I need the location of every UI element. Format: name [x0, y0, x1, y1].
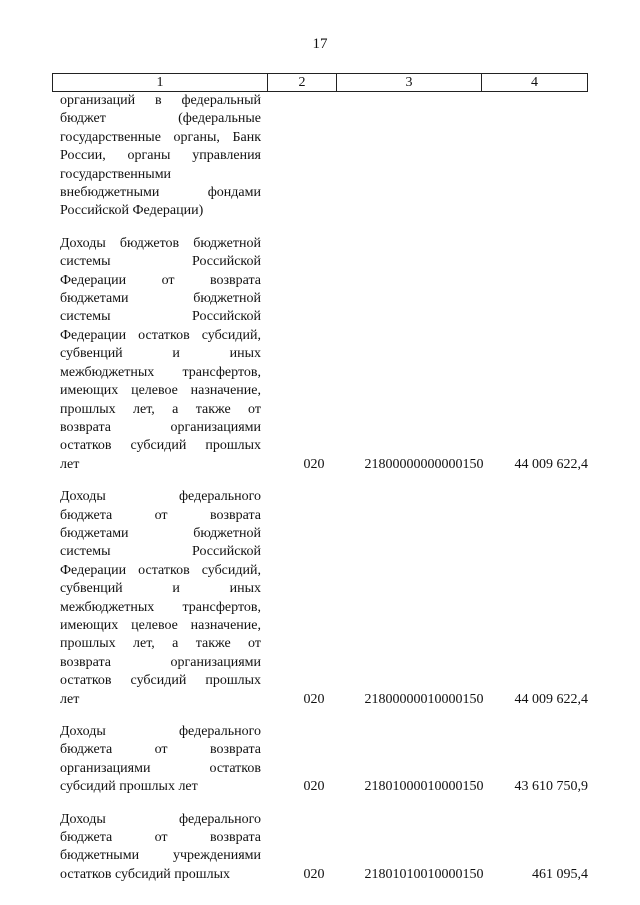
table-row: [60, 811, 588, 885]
amount-cell: 44 009 622,4: [514, 691, 588, 707]
description-line: внебюджетными фондами: [60, 185, 261, 201]
description-line: бюджет (федеральные: [60, 111, 261, 127]
description-line: Доходы федерального: [60, 724, 261, 739]
description-line: России, органы управления: [60, 148, 261, 164]
description-line: имеющих целевое назначение,: [60, 383, 261, 399]
description-line: бюджетами бюджетной: [60, 291, 261, 307]
budget-code-cell: 21800000010000150: [364, 691, 484, 707]
row-description: [60, 811, 261, 885]
description-line: системы Российской: [60, 254, 261, 270]
amount-cell: 461 095,4: [532, 866, 588, 882]
description-line: Доходы федерального: [60, 489, 261, 505]
description-line: Доходы бюджетов бюджетной: [60, 235, 261, 251]
description-line: межбюджетных трансфертов,: [60, 364, 261, 380]
description-line: бюджета от возврата: [60, 507, 261, 523]
description-line: Российской Федерации): [60, 203, 204, 219]
description-line: государственными: [60, 166, 172, 182]
budget-code-cell: 21800000000000150: [364, 456, 484, 472]
description-line: прошлых лет, а также от: [60, 636, 261, 652]
table-row: [60, 92, 588, 221]
row-description: [60, 723, 261, 797]
page-number: 17: [312, 36, 328, 52]
description-line: субвенций и иных: [60, 346, 261, 362]
row-description: [60, 92, 261, 221]
description-line: возврата организациями: [60, 654, 261, 670]
budget-code-cell: 21801010010000150: [364, 866, 484, 882]
header-col-3: 3: [337, 74, 482, 91]
description-line: государственные органы, Банк: [60, 129, 261, 145]
description-line: прошлых лет, а также от: [60, 401, 261, 417]
budget-code-cell: 21801000010000150: [364, 779, 484, 795]
row-description: [60, 488, 261, 709]
description-line: Федерации от возврата: [60, 272, 261, 288]
amount-cell: 44 009 622,4: [514, 456, 588, 472]
description-line: лет: [60, 456, 80, 472]
table-header: [52, 73, 588, 92]
description-line: субвенций и иных: [60, 581, 261, 597]
table-row: [60, 488, 588, 709]
description-line: организаций в федеральный: [60, 93, 261, 108]
description-line: Федерации остатков субсидий,: [60, 327, 261, 343]
header-col-4: 4: [531, 75, 538, 90]
description-line: бюджета от возврата: [60, 742, 261, 758]
table-row: [60, 723, 588, 797]
table-body: [60, 92, 588, 898]
admin-code-cell: 020: [303, 866, 325, 882]
admin-code-cell: 020: [303, 691, 325, 707]
description-line: имеющих целевое назначение,: [60, 617, 261, 633]
description-line: Доходы федерального: [60, 811, 261, 827]
admin-code-cell: 020: [303, 456, 325, 472]
description-line: межбюджетных трансфертов,: [60, 599, 261, 615]
description-line: лет: [60, 691, 80, 707]
description-line: системы Российской: [60, 544, 261, 560]
description-line: остатков субсидий прошлых: [60, 673, 261, 689]
description-line: возврата организациями: [60, 419, 261, 435]
description-line: бюджета от возврата: [60, 830, 261, 846]
amount-cell: 43 610 750,9: [514, 779, 588, 795]
header-col-2: 2: [268, 74, 337, 91]
header-col-1: 1: [53, 74, 268, 91]
description-line: бюджетами бюджетной: [60, 525, 261, 541]
table-row: [60, 235, 588, 474]
description-line: системы Российской: [60, 309, 261, 325]
description-line: Федерации остатков субсидий,: [60, 562, 261, 578]
description-line: остатков субсидий прошлых: [60, 866, 230, 882]
description-line: субсидий прошлых лет: [60, 779, 198, 795]
row-description: [60, 235, 261, 474]
admin-code-cell: 020: [303, 779, 325, 795]
description-line: организациями остатков: [60, 760, 261, 776]
description-line: бюджетными учреждениями: [60, 848, 261, 864]
description-line: остатков субсидий прошлых: [60, 438, 261, 454]
